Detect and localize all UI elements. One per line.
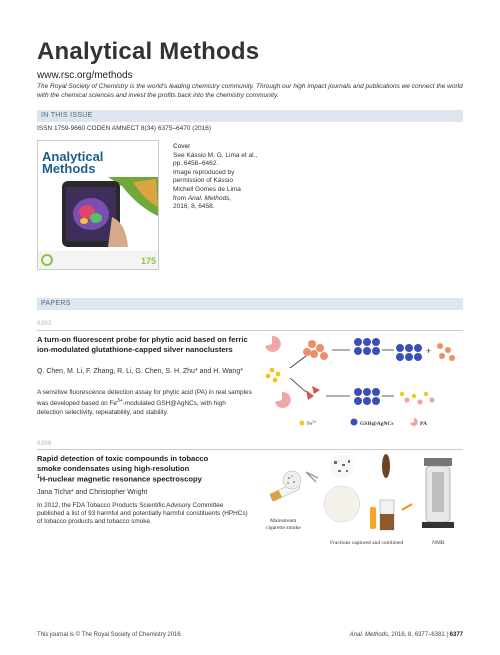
journal-title: Analytical Methods xyxy=(37,38,260,65)
cover-caption-from: from xyxy=(173,194,188,202)
paper-title-line: smoke condensates using high-resolution xyxy=(37,463,190,473)
cover-caption-line: Image reproduced by xyxy=(173,168,235,176)
cover-image xyxy=(37,140,159,270)
section-bar-papers: PAPERS xyxy=(37,298,463,310)
cover-caption-journal: Anal. Methods, xyxy=(187,194,232,202)
divider xyxy=(37,449,463,450)
cover-caption-line: 2016, 8, 6458. xyxy=(173,203,215,211)
cover-caption-line: pp. 6458–6462. xyxy=(173,160,219,168)
cover-logo xyxy=(42,151,103,175)
paper-abstract: In 2012, the FDA Tobacco Products Scientific Advisory Committee published a list of 93 harmful and potentially harmful constituents (HPHCs) of tobacco products and tobacco smoke. xyxy=(37,502,248,526)
legend-fe: $Fe^{3+}$ xyxy=(307,419,317,427)
section-bar-in-this-issue: IN THIS ISSUE xyxy=(37,110,463,122)
cover-caption-heading: Cover xyxy=(173,143,191,150)
cover-logo-line1: Analytical xyxy=(42,149,104,164)
paper-graphic-fluorescence-scheme xyxy=(262,330,467,430)
paper-title-line3: H-nuclear magnetic resonance spectroscopy xyxy=(39,474,202,484)
cover-caption xyxy=(173,143,273,212)
label-nmr: NMR xyxy=(432,540,445,546)
cover-caption-line: permission of Kássio xyxy=(173,177,233,185)
cover-logo-line2: Methods xyxy=(42,161,96,176)
issn-line: ISSN 1759-9660 CODEN AMNECT 8(34) 6375–6470 (2016) xyxy=(37,125,212,132)
label-smoke: Mainstream xyxy=(270,518,297,524)
paper-title[interactable]: A turn-on fluorescent probe for phytic acid based on ferric ion-modulated glutathione-capped silver nanoclusters xyxy=(37,335,248,354)
footer-volume-pages: 2016, 8, 6377–6381 | xyxy=(389,632,450,638)
paper-title-line xyxy=(37,473,252,484)
cover-caption-line: Michell Gomes de Lima xyxy=(173,185,241,193)
paper-number: 6388 xyxy=(37,440,52,447)
paper-abstract: A sensitive fluorescence detection assay for phytic acid (PA) in real samples was developed based on $Fe^{3+}$-modulated GSH@AgNCs, with high detection selectivity, repeatability, and stability. xyxy=(37,389,252,416)
paper-title-line: Rapid detection of toxic compounds in tobacco xyxy=(37,454,209,463)
paper-authors: Q. Chen, M. Li, F. Zhang, R. Li, G. Chen, S. H. Zhu* and H. Wang* xyxy=(37,368,243,375)
paper-title[interactable] xyxy=(37,454,252,484)
paper-authors: Jana Ticha* and Christopher Wright xyxy=(37,489,148,496)
legend-pa: PA xyxy=(420,421,427,427)
rsc-logo-icon xyxy=(41,254,53,266)
cover-artwork xyxy=(38,177,159,253)
footer-citation xyxy=(350,632,463,638)
rsc-blurb: The Royal Society of Chemistry is the world’s leading chemistry community. Through our high impact journals and publications we connect the world with the chemical sciences and invest the profits back into the chemistry community. xyxy=(37,83,463,99)
svg-text:cigarette smoke: cigarette smoke xyxy=(266,525,301,531)
legend-gsh-agncs: GSH@AgNCs xyxy=(360,421,394,427)
label-fractions: Fractions captured and combined xyxy=(330,540,404,546)
cover-volume: 175 xyxy=(140,256,156,266)
footer-page-number: 6377 xyxy=(449,632,463,638)
cover-caption-line xyxy=(173,195,273,204)
paper-number: 6382 xyxy=(37,320,52,327)
journal-url[interactable]: www.rsc.org/methods xyxy=(37,70,133,81)
paper-graphic-nmr-workflow xyxy=(262,452,467,552)
cover-caption-line: See Kássio M. G. Lima et al., xyxy=(173,151,258,159)
svg-text:+: + xyxy=(426,346,432,356)
paper-title-sup: 1 xyxy=(37,474,40,481)
cover-footer xyxy=(38,251,159,269)
footer-journal: Anal. Methods, xyxy=(349,632,390,638)
footer-copyright: This journal is © The Royal Society of Chemistry 2016 xyxy=(37,632,181,638)
